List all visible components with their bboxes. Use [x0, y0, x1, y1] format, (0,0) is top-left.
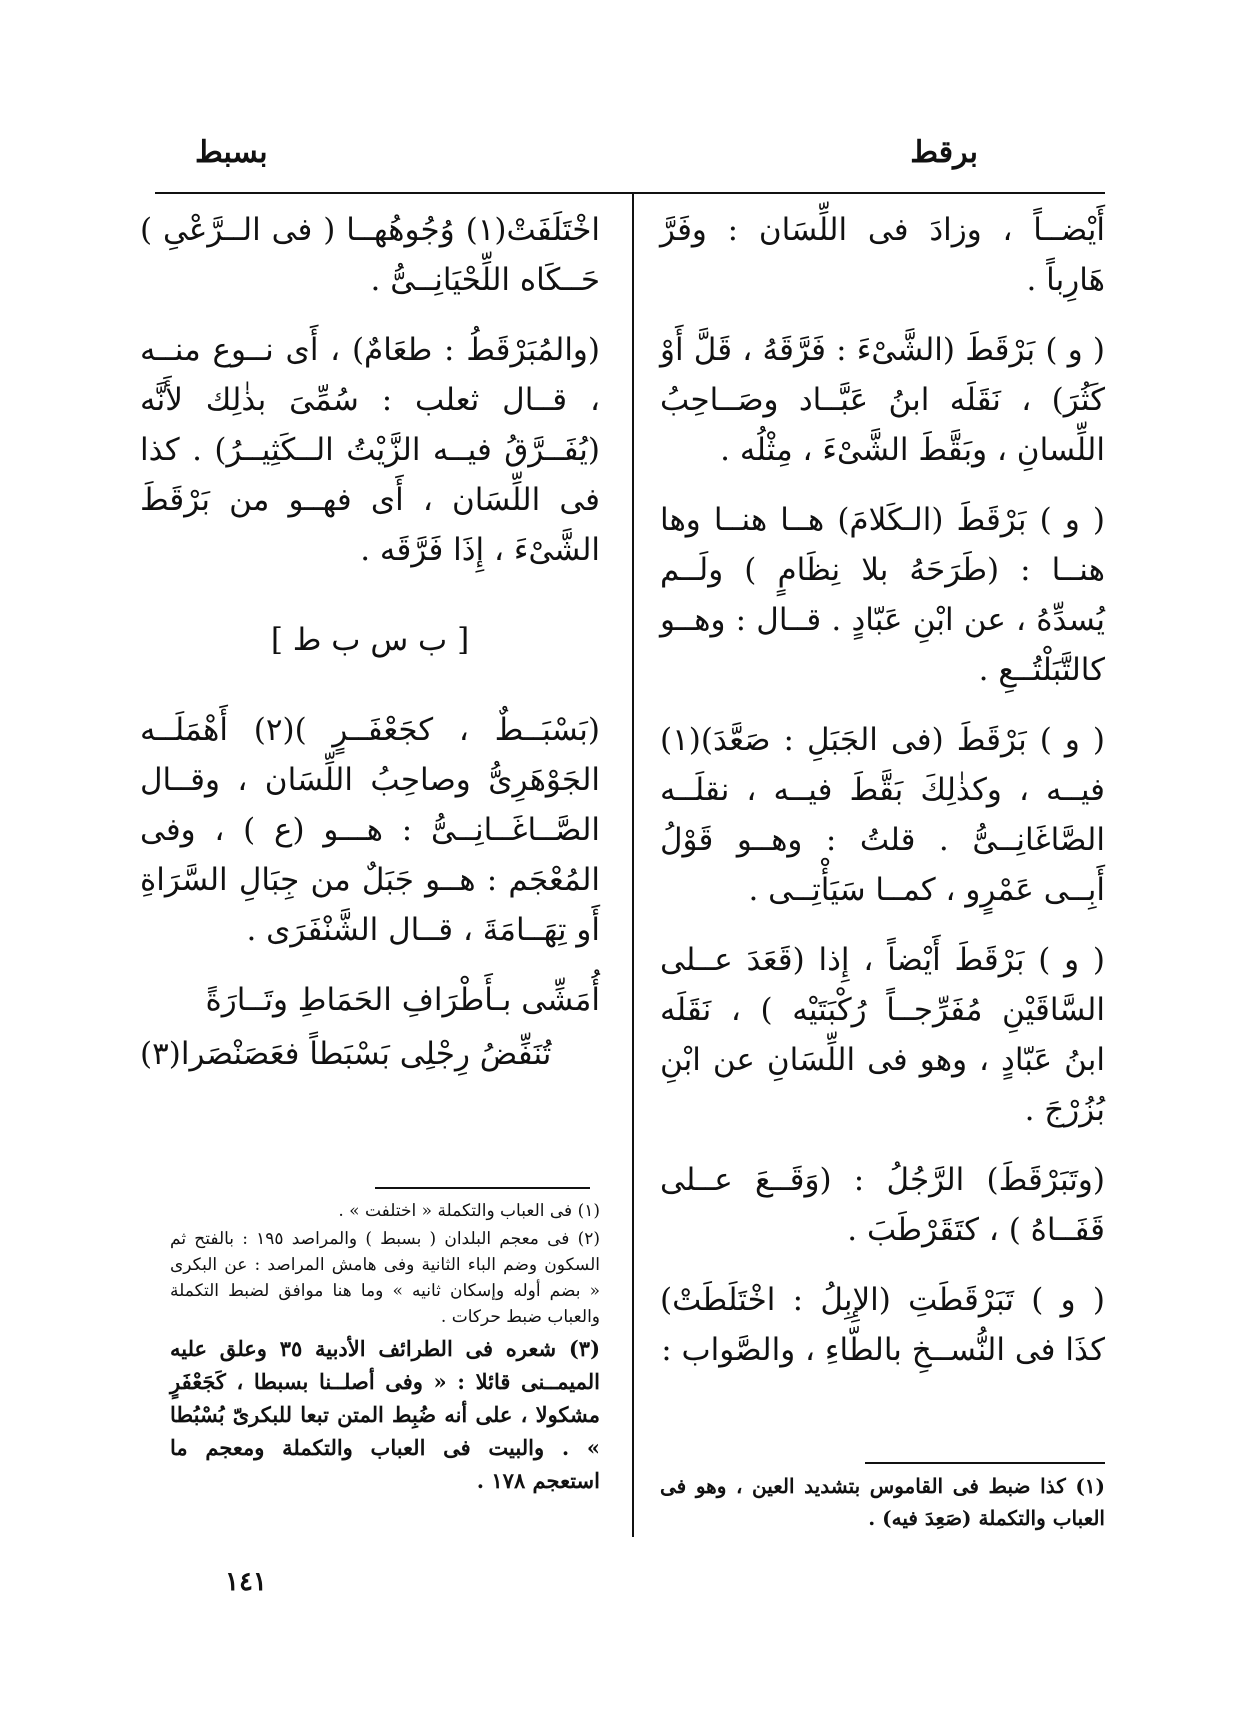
- verse-line: أُمَشِّى بـأَطْرَافِ الحَمَاطِ وتَــارَةً: [205, 982, 600, 1018]
- footnotes-left: [170, 1198, 600, 1499]
- entry-paragraph: ( و ) بَرْقَطَ (الشَّىْءَ : فَرَّقَهُ ، قَلَّ أَوْ كَثُرَ) ، نَقَلَه ابنُ عَبَّــاد وصَــاحِبُ اللِّسانِ ، وبَقَّطَ الشَّىْءَ ، مِثْلُه .: [660, 332, 1105, 468]
- entry-paragraph: أَيْضــاً ، وزادَ فى اللِّسَان : وفَرَّ هَارِباً .: [660, 212, 1105, 298]
- footnote-rule: [375, 1187, 590, 1189]
- entry-paragraph: (بَسْبَــطٌ ، كجَعْفَــرٍ )(٢) أَهْمَلَــه الجَوْهَرِىُّ وصاحِبُ اللِّسَان ، وقــال الصَّــاغَــانِــىُّ : هـــو (ع ) ، وفى المُعْجَم : هــو جَبَلٌ من جِبَالِ السَّرَاةِ أَو تِهَــامَةَ ، قــال الشَّنْفَرَى .: [140, 712, 600, 948]
- footnote-rule: [865, 1462, 1105, 1464]
- running-head-left: بسبط: [195, 135, 268, 170]
- column-divider: [632, 192, 634, 1537]
- running-head-right: برقط: [910, 135, 978, 170]
- verse-line: تُنَفِّضُ رِجْلِى بَسْبَطاً فعَصَنْصَرا(٣): [140, 1036, 552, 1072]
- entry-paragraph: اخْتَلَفَتْ(١) وُجُوهُهــا ( فى الــرَّعْىِ ) حَــكَاه اللِّحْيَانِــىُّ .: [140, 212, 600, 298]
- entry-paragraph: ( و ) تَبَرْقَطَتِ (الإِبِلُ : اخْتَلَطَتْ) كذَا فى النُّســخِ بالطّاءِ ، والصَّواب :: [660, 1282, 1105, 1368]
- footnote: (١) فى العباب والتكملة « اختلفت » .: [338, 1201, 600, 1221]
- page-number: ١٤١: [225, 1567, 267, 1597]
- root-heading: [ ب س ب ط ]: [270, 622, 470, 658]
- entry-paragraph: ( و ) بَرْقَطَ أَيْضاً ، إِذا (قَعَدَ عــلى السَّاقَيْنِ مُفَرِّجــاً رُكْبَتَيْه ) ، نَقَلَه ابنُ عَبّادٍ ، وهو فى اللِّسَانِ عن ابْنِ بُزُرْجَ .: [660, 942, 1105, 1128]
- left-column: [140, 205, 600, 1083]
- footnote: (١) كذا ضبط فى القاموس بتشديد العين ، وهو فى العباب والتكملة (صَعِدَ فيه) .: [660, 1474, 1105, 1530]
- footnote: (٢) فى معجم البلدان ( بسبط ) والمراصد ١٩٥ : بالفتح ثم السكون وضم الباء الثانية وفى هامش المراصد : عن البكرى « بضم أوله وإسكان ثانيه » وما هنا موافق لضبط التكملة والعباب ضبط حركات .: [170, 1229, 600, 1327]
- footnote: (٣) شعره فى الطرائف الأدبية ٣٥ وعلق عليه الميمــنى قائلا : « وفى أصلــنا بسبطا ، كَجَعْفَرٍ مشكولا ، على أنه ضُبِط المتن تبعا للبكرىّ بُسْبُطا » . والبيت فى العباب والتكملة ومعجم ما استعجم ١٧٨ .: [170, 1336, 600, 1493]
- entry-paragraph: ( و ) بَرْقَطَ (الـكَلامَ) هــا هنــا وها هنــا : (طَرَحَهُ بلا نِظَامٍ ) ولَــم يُسدِّهُ ، عن ابْنِ عَبّادٍ . قــال : وهــو كالتَّبَلْتُــعِ .: [660, 502, 1105, 688]
- header-rule: [155, 192, 1105, 194]
- right-column: [660, 205, 1105, 1395]
- footnotes-right: [660, 1470, 1105, 1536]
- entry-paragraph: ( و ) بَرْقَطَ (فى الجَبَلِ : صَعَّدَ)(١) فيــه ، وكذٰلِكَ بَقَّطَ فيــه ، نقلَــه الصَّاغَانِــىُّ . قلتُ : وهــو قَوْلُ أَبِــى عَمْرٍو ، كمــا سَيَأْتِــى .: [660, 722, 1105, 908]
- entry-paragraph: (والمُبَرْقَطُ : طعَامٌ) ، أَى نــوع منــه ، قــال ثعلب : سُمِّىَ بذٰلِك لأَنَّه (يُفَــرَّقُ فيــه الزَّيْتُ الــكَثِيــرُ) . كذا فى اللِّسَان ، أَى فهــو من بَرْقَطَ الشَّىْءَ ، إِذَا فَرَّقَه .: [140, 332, 600, 568]
- entry-paragraph: (وتَبَرْقَطَ) الرَّجُلُ : (وَقَــعَ عــلى قَفَــاهُ ) ، كتَقَرْطَبَ .: [660, 1162, 1105, 1248]
